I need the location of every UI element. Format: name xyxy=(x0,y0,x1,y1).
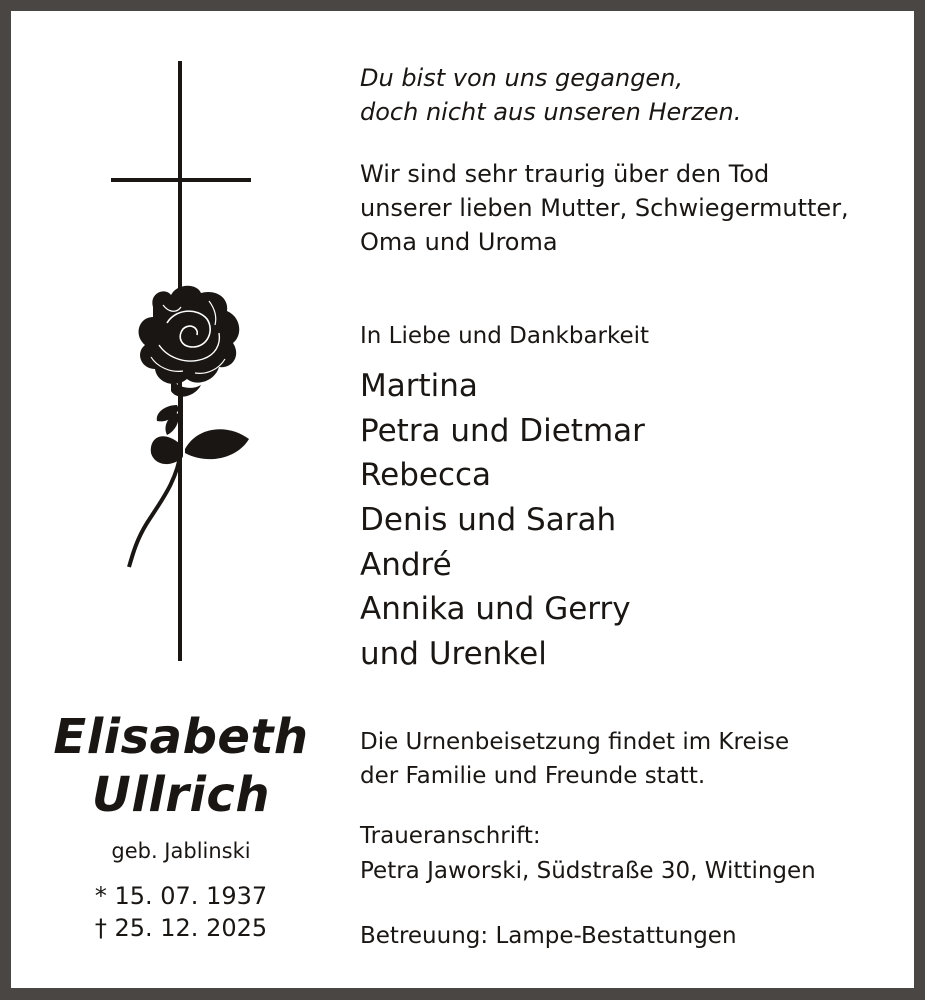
birth-name: geb. Jablinski xyxy=(111,839,251,863)
intro-line: Wir sind sehr traurig über den Tod xyxy=(360,160,770,188)
thanks-line: In Liebe und Dankbarkeit xyxy=(360,323,650,349)
mourner-name: Martina xyxy=(360,368,478,404)
verse-line: Du bist von uns gegangen, xyxy=(360,64,684,92)
burial-note xyxy=(360,725,789,793)
address-value: Petra Jaworski, Südstraße 30, Wittingen xyxy=(360,858,816,884)
mourner-name: Annika und Gerry xyxy=(360,591,631,628)
deceased-last-name: Ullrich xyxy=(91,767,271,823)
deceased-block xyxy=(31,708,331,944)
burial-line: Die Urnenbeisetzung findet im Kreise xyxy=(360,729,790,755)
mourner-name: Rebecca xyxy=(360,457,492,494)
verse-line: doch nicht aus unseren Herzen. xyxy=(360,98,742,126)
intro-line: Oma und Uroma xyxy=(360,228,558,256)
verse xyxy=(360,61,741,129)
obituary-card xyxy=(11,11,914,988)
address-label: Traueranschrift: xyxy=(360,823,541,849)
birth-date: * 15. 07. 1937 xyxy=(94,882,268,910)
deceased-first-name: Elisabeth xyxy=(53,709,309,765)
mourner-name: Denis und Sarah xyxy=(360,502,617,539)
burial-line: der Familie und Freunde statt. xyxy=(360,763,706,789)
mourner-name: Petra und Dietmar xyxy=(360,412,645,449)
intro-line: unserer lieben Mutter, Schwiegermutter, xyxy=(360,194,849,222)
cross-with-rose-icon xyxy=(111,61,261,666)
funeral-home: Betreuung: Lampe-Bestattungen xyxy=(360,923,737,949)
mourners-list xyxy=(360,364,645,677)
life-dates xyxy=(31,880,331,944)
intro-text xyxy=(360,157,849,259)
death-date: † 25. 12. 2025 xyxy=(94,914,268,942)
mourner-name: und Urenkel xyxy=(360,636,547,673)
mourner-name: André xyxy=(360,546,452,583)
